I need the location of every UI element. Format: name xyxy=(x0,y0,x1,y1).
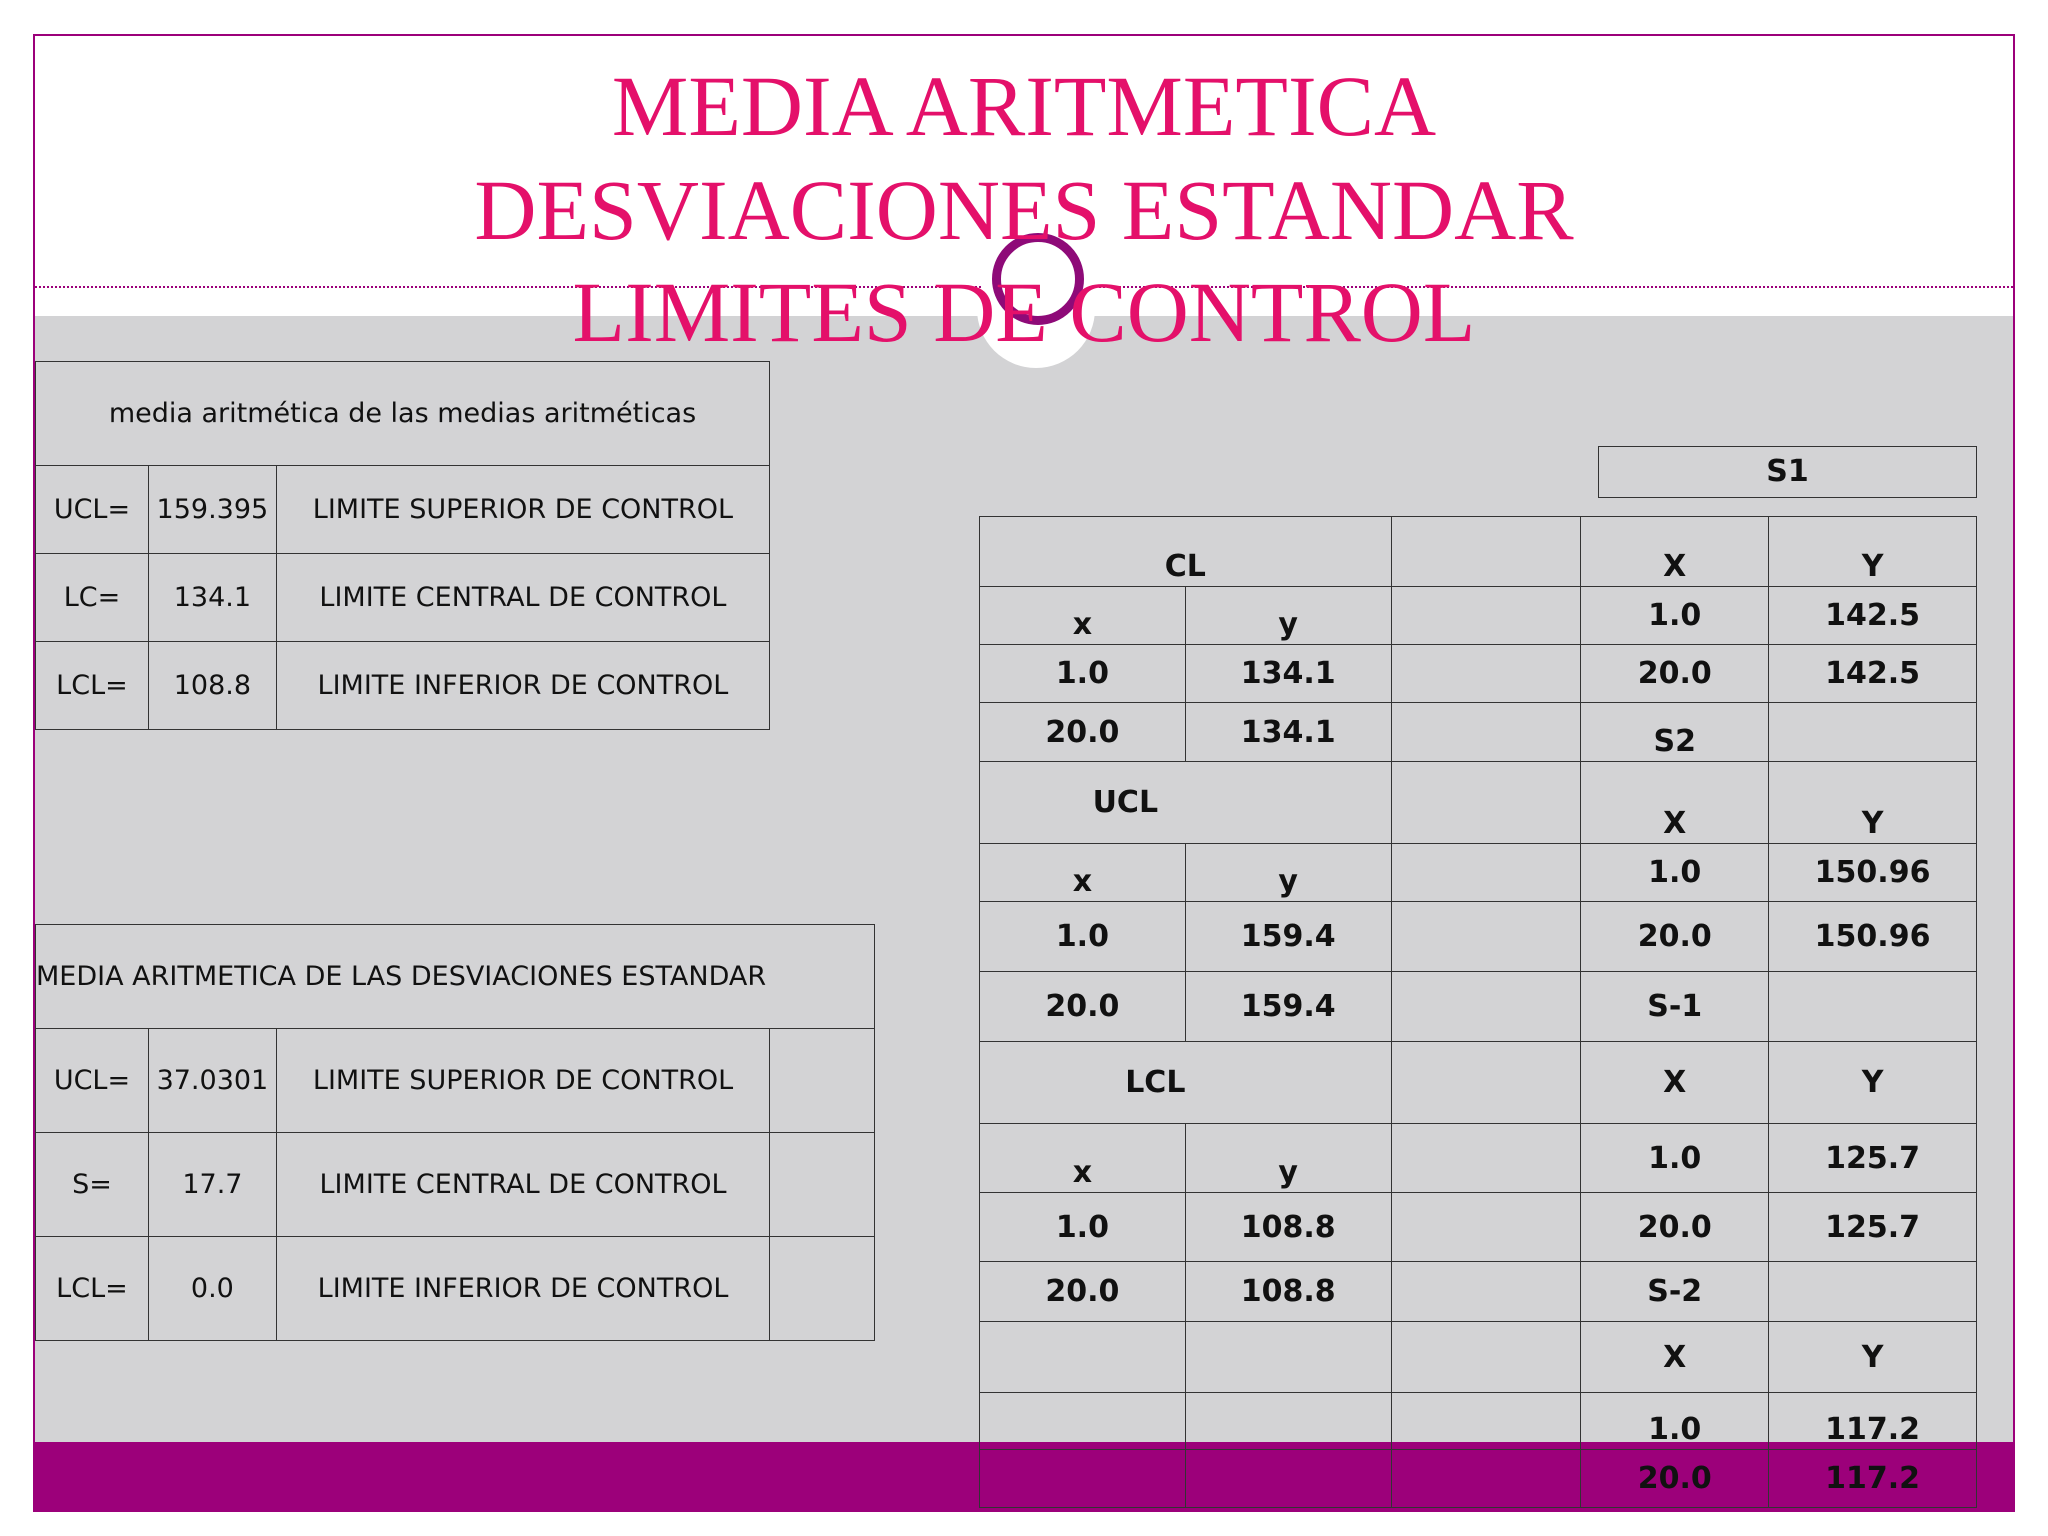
slide xyxy=(33,34,2015,1512)
lcl-x-head: x xyxy=(980,1124,1186,1193)
ucl-label: UCL= xyxy=(36,1029,149,1133)
empty-cell xyxy=(1769,1262,1977,1322)
table-row xyxy=(36,1133,875,1237)
lc-description: LIMITE CENTRAL DE CONTROL xyxy=(276,554,769,642)
empty-cell xyxy=(1391,587,1581,645)
s-description: LIMITE CENTRAL DE CONTROL xyxy=(276,1133,769,1237)
ucl-y-head: y xyxy=(1185,844,1391,902)
cl-x-1: 1.0 xyxy=(980,645,1186,703)
empty-cell xyxy=(1391,972,1581,1042)
ucl-description: LIMITE SUPERIOR DE CONTROL xyxy=(276,1029,769,1133)
empty-cell xyxy=(1391,762,1581,844)
empty-cell xyxy=(1391,1042,1581,1124)
s1-y-1: 142.5 xyxy=(1769,587,1977,645)
table-row xyxy=(980,762,1977,844)
ucl-description: LIMITE SUPERIOR DE CONTROL xyxy=(276,466,769,554)
lc-label: LC= xyxy=(36,554,149,642)
empty-cell xyxy=(1391,703,1581,762)
sm2-x-2: 20.0 xyxy=(1581,1450,1769,1508)
cl-x-head: x xyxy=(980,587,1186,645)
cl-y-2: 134.1 xyxy=(1185,703,1391,762)
table-row xyxy=(980,972,1977,1042)
table-row xyxy=(36,554,770,642)
s2-label: S2 xyxy=(1581,703,1769,762)
ucl-label: UCL= xyxy=(36,466,149,554)
sm2-y-2: 117.2 xyxy=(1769,1450,1977,1508)
table-row xyxy=(980,1450,1977,1508)
empty-cell xyxy=(1185,1322,1391,1393)
title-line-1: MEDIA ARITMETICA xyxy=(611,58,1437,154)
s1-y-2: 142.5 xyxy=(1769,645,1977,703)
sm1-x-1: 1.0 xyxy=(1581,1124,1769,1193)
std-table-header: MEDIA ARITMETICA DE LAS DESVIACIONES ESTANDAR xyxy=(36,925,875,1029)
s1-y-head: Y xyxy=(1769,517,1977,587)
table-row xyxy=(36,466,770,554)
s-value: 17.7 xyxy=(148,1133,276,1237)
table-row xyxy=(36,1029,875,1133)
cl-y-1: 134.1 xyxy=(1185,645,1391,703)
table-row xyxy=(36,1237,875,1341)
title-line-3: LIMITES DE CONTROL xyxy=(572,264,1476,360)
sm1-y-2: 125.7 xyxy=(1769,1193,1977,1262)
sm1-y-1: 125.7 xyxy=(1769,1124,1977,1193)
sm2-y-1: 117.2 xyxy=(1769,1393,1977,1450)
s2-x-2: 20.0 xyxy=(1581,902,1769,972)
empty-cell xyxy=(1391,844,1581,902)
lcl-y-head: y xyxy=(1185,1124,1391,1193)
ucl-value: 37.0301 xyxy=(148,1029,276,1133)
s1-label-box: S1 xyxy=(1598,446,1977,498)
empty-cell xyxy=(980,1450,1186,1508)
title-line-2: DESVIACIONES ESTANDAR xyxy=(474,162,1574,258)
empty-cell xyxy=(1391,1450,1581,1508)
table-row xyxy=(980,1262,1977,1322)
table-row xyxy=(980,1393,1977,1450)
lcl-value: 0.0 xyxy=(148,1237,276,1341)
table-row xyxy=(980,587,1977,645)
table-row xyxy=(980,1322,1977,1393)
table-row xyxy=(36,642,770,730)
s2-y-1: 150.96 xyxy=(1769,844,1977,902)
s1-x-1: 1.0 xyxy=(1581,587,1769,645)
empty-cell xyxy=(1391,645,1581,703)
cl-title: CL xyxy=(980,517,1392,587)
empty-cell xyxy=(770,1029,875,1133)
empty-cell xyxy=(1391,1322,1581,1393)
ucl-x-2: 20.0 xyxy=(980,972,1186,1042)
sm1-x-2: 20.0 xyxy=(1581,1193,1769,1262)
empty-cell xyxy=(1391,1124,1581,1193)
table-row xyxy=(980,1042,1977,1124)
s1-x-head: X xyxy=(1581,517,1769,587)
lcl-label: LCL= xyxy=(36,1237,149,1341)
lcl-value: 108.8 xyxy=(148,642,276,730)
s2-y-head: Y xyxy=(1769,762,1977,844)
sm2-y-head: Y xyxy=(1769,1322,1977,1393)
empty-cell xyxy=(770,1133,875,1237)
sm1-label: S-1 xyxy=(1581,972,1769,1042)
table-row xyxy=(980,844,1977,902)
ucl-title: UCL xyxy=(980,762,1392,844)
empty-cell xyxy=(1185,1450,1391,1508)
sm2-x-head: X xyxy=(1581,1322,1769,1393)
lc-value: 134.1 xyxy=(148,554,276,642)
empty-cell xyxy=(980,1393,1186,1450)
empty-cell xyxy=(1185,1393,1391,1450)
lcl-title: LCL xyxy=(980,1042,1392,1124)
s2-x-1: 1.0 xyxy=(1581,844,1769,902)
table-row xyxy=(980,1193,1977,1262)
lcl-x-1: 1.0 xyxy=(980,1193,1186,1262)
table-row xyxy=(980,902,1977,972)
empty-cell xyxy=(1769,703,1977,762)
ucl-value: 159.395 xyxy=(148,466,276,554)
lcl-y-2: 108.8 xyxy=(1185,1262,1391,1322)
table-row xyxy=(980,645,1977,703)
sm2-x-1: 1.0 xyxy=(1581,1393,1769,1450)
empty-cell xyxy=(1391,1393,1581,1450)
table-row xyxy=(980,1124,1977,1193)
table-row xyxy=(980,517,1977,587)
sm2-label: S-2 xyxy=(1581,1262,1769,1322)
empty-cell xyxy=(1769,972,1977,1042)
lcl-label: LCL= xyxy=(36,642,149,730)
ucl-x-1: 1.0 xyxy=(980,902,1186,972)
ucl-y-2: 159.4 xyxy=(1185,972,1391,1042)
ucl-x-head: x xyxy=(980,844,1186,902)
s2-y-2: 150.96 xyxy=(1769,902,1977,972)
cl-x-2: 20.0 xyxy=(980,703,1186,762)
table-row xyxy=(980,703,1977,762)
s1-x-2: 20.0 xyxy=(1581,645,1769,703)
ucl-y-1: 159.4 xyxy=(1185,902,1391,972)
cl-y-head: y xyxy=(1185,587,1391,645)
empty-cell xyxy=(980,1322,1186,1393)
lcl-description: LIMITE INFERIOR DE CONTROL xyxy=(276,1237,769,1341)
empty-cell xyxy=(1391,902,1581,972)
s-label: S= xyxy=(36,1133,149,1237)
empty-cell xyxy=(1391,1262,1581,1322)
empty-cell xyxy=(770,1237,875,1341)
sm1-x-head: X xyxy=(1581,1042,1769,1124)
lcl-y-1: 108.8 xyxy=(1185,1193,1391,1262)
lcl-description: LIMITE INFERIOR DE CONTROL xyxy=(276,642,769,730)
lcl-x-2: 20.0 xyxy=(980,1262,1186,1322)
s2-x-head: X xyxy=(1581,762,1769,844)
std-control-limits-table xyxy=(35,924,875,1341)
control-line-points-table xyxy=(979,516,1977,1508)
sm1-y-head: Y xyxy=(1769,1042,1977,1124)
means-table-header: media aritmética de las medias aritméticas xyxy=(36,362,770,466)
empty-cell xyxy=(1391,517,1581,587)
empty-cell xyxy=(1391,1193,1581,1262)
means-control-limits-table xyxy=(35,361,770,730)
